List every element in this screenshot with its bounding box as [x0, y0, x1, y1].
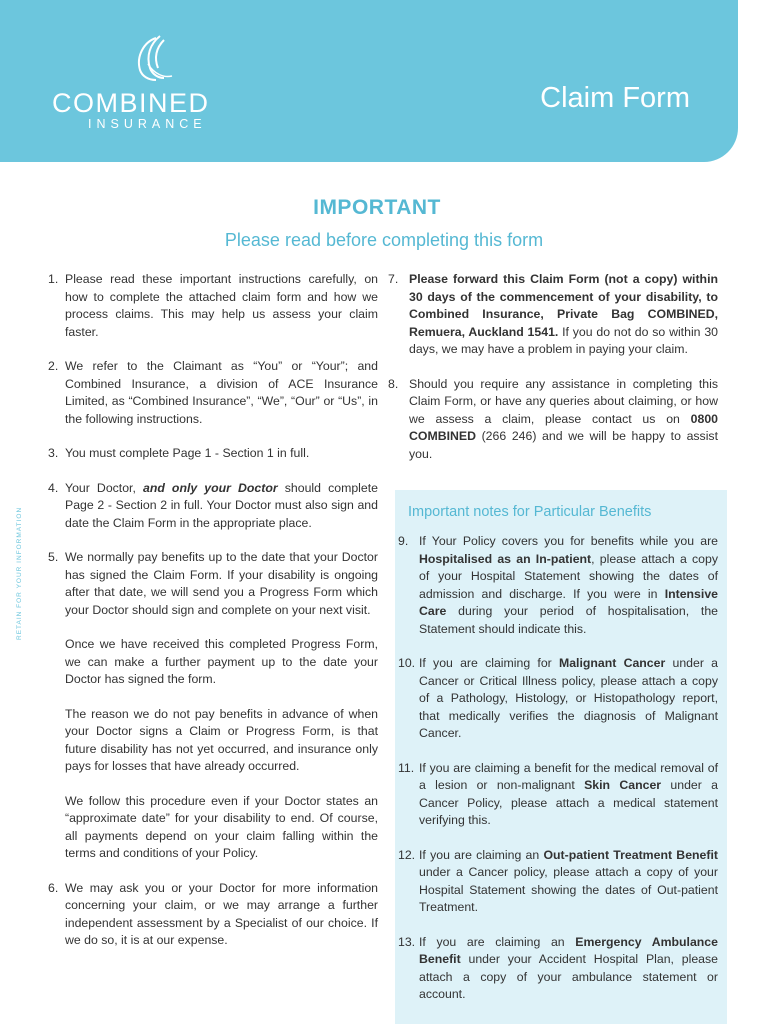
list-item — [398, 533, 718, 638]
list-item — [398, 934, 718, 1004]
item-text: Please forward this Claim Form (not a copy) within 30 days of the commencement of your disability, to Combined Insurance, Private Bag COMBINED, Remuera, Auckland 1541. If you do not do so within 30 days, we may have a problem in paying your claim. — [409, 272, 718, 356]
item-text: Your Doctor, and only your Doctor should complete Page 2 - Section 2 in full. Your Doctor must also sign and date the Claim Form in the appropriate place. — [65, 480, 378, 530]
page-title: Claim Form — [540, 82, 690, 114]
feather-swirl-icon — [126, 34, 174, 84]
list-item — [48, 480, 378, 533]
item-text: Please read these important instructions carefully, on how to complete the attached claim form and how we process claims. This may help us assess your claim faster. — [65, 272, 378, 339]
list-item — [398, 655, 718, 743]
item-paragraph: The reason we do not pay benefits in advance of when your Doctor signs a Claim or Progress Form, is that future disability has not yet occurred, and insurance only pays for losses that have already occurred. — [65, 706, 378, 773]
item-text: We refer to the Claimant as “You” or “Your”; and Combined Insurance, a division of ACE Insurance Limited, as “Combined Insurance”, “We”, “Our” or “Us”, in the following instructions. — [65, 359, 378, 426]
item-text: We normally pay benefits up to the date that your Doctor has signed the Claim Form. If your disability is ongoing after that date, we will send you a Progress Form which your Doctor should sign and complete on your next visit. — [65, 550, 378, 617]
item-text: You must complete Page 1 - Section 1 in full. — [65, 446, 310, 460]
item-number: 2. — [48, 359, 59, 373]
item-number: 10. — [398, 656, 416, 670]
item-paragraph: We follow this procedure even if your Doctor states an “approximate date” for your disability to end. Of course, all payments depend on your claim falling within the terms and conditions of your Policy. — [65, 793, 378, 860]
item-number: 1. — [48, 272, 59, 286]
item-number: 9. — [398, 534, 409, 548]
side-note: RETAIN FOR YOUR INFORMATION — [16, 506, 23, 640]
item-text: We may ask you or your Doctor for more information concerning your claim, or we may arrange a further independent assessment by a Specialist of our choice. If we do so, it is at our expense. — [65, 880, 378, 947]
list-item — [48, 549, 378, 619]
notes-title: Important notes for Particular Benefits — [408, 504, 652, 520]
item-number: 13. — [398, 934, 416, 949]
item-text: Should you require any assistance in completing this Claim Form, or have any queries about claiming, or how we assess a claim, please contact us on 0800 COMBINED (266 246) and we will be happy to assist you. — [409, 376, 718, 461]
important-heading: IMPORTANT — [313, 196, 441, 219]
list-item — [48, 880, 378, 950]
list-item — [48, 358, 378, 428]
item-number: 5. — [48, 550, 59, 564]
important-subheading: Please read before completing this form — [224, 230, 544, 250]
list-item — [388, 271, 718, 359]
brand-subtitle: INSURANCE — [88, 117, 207, 131]
item-number: 4. — [48, 480, 59, 495]
brand-name: COMBINED — [52, 88, 210, 118]
item-text: If you are claiming a benefit for the medical removal of a lesion or non-malignant Skin Cancer under a Cancer Policy, please attach a medical statement verifying this. — [419, 760, 718, 827]
item-text: If you are claiming an Out-patient Treatment Benefit under a Cancer policy, please attach a copy of your Hospital Statement showing the dates of Out-patient Treatment. — [419, 847, 718, 914]
item-number: 8. — [388, 376, 399, 391]
list-item — [48, 445, 378, 463]
item-number: 6. — [48, 880, 59, 895]
item-number: 7. — [388, 272, 399, 286]
item-number: 12. — [398, 847, 416, 862]
list-item — [398, 760, 718, 830]
phone-number: 0800 COMBINED — [409, 411, 718, 443]
item-number: 3. — [48, 446, 59, 460]
item-text: If Your Policy covers you for benefits while you are Hospitalised as an In-patient, please attach a copy of your Hospital Statement showing the dates of admission and discharge. If you were in Intensive Care during your period of hospitalisation, the Statement should indicate this. — [419, 534, 718, 636]
notes-column — [398, 533, 718, 1021]
instructions-right-column — [388, 271, 718, 480]
list-item — [48, 271, 378, 341]
item-paragraph: Once we have received this completed Progress Form, we can make a further payment up to the date your Doctor has signed the form. — [65, 637, 378, 686]
emphasis-text: and only your Doctor — [142, 480, 278, 495]
item-text: If you are claiming for Malignant Cancer under a Cancer or Critical Illness policy, please attach a copy of a Pathology, Histology, or Histopathology report, that medically verifies the diagnosis of Malignant Cancer. — [419, 656, 718, 740]
list-item — [388, 376, 718, 464]
instructions-left-column — [48, 271, 378, 967]
list-item — [398, 847, 718, 917]
item-text: If you are claiming an Emergency Ambulance Benefit under your Accident Hospital Plan, please attach a copy of your ambulance statement or account. — [419, 934, 718, 1001]
header-banner — [0, 0, 738, 162]
item-number: 11. — [398, 760, 415, 775]
